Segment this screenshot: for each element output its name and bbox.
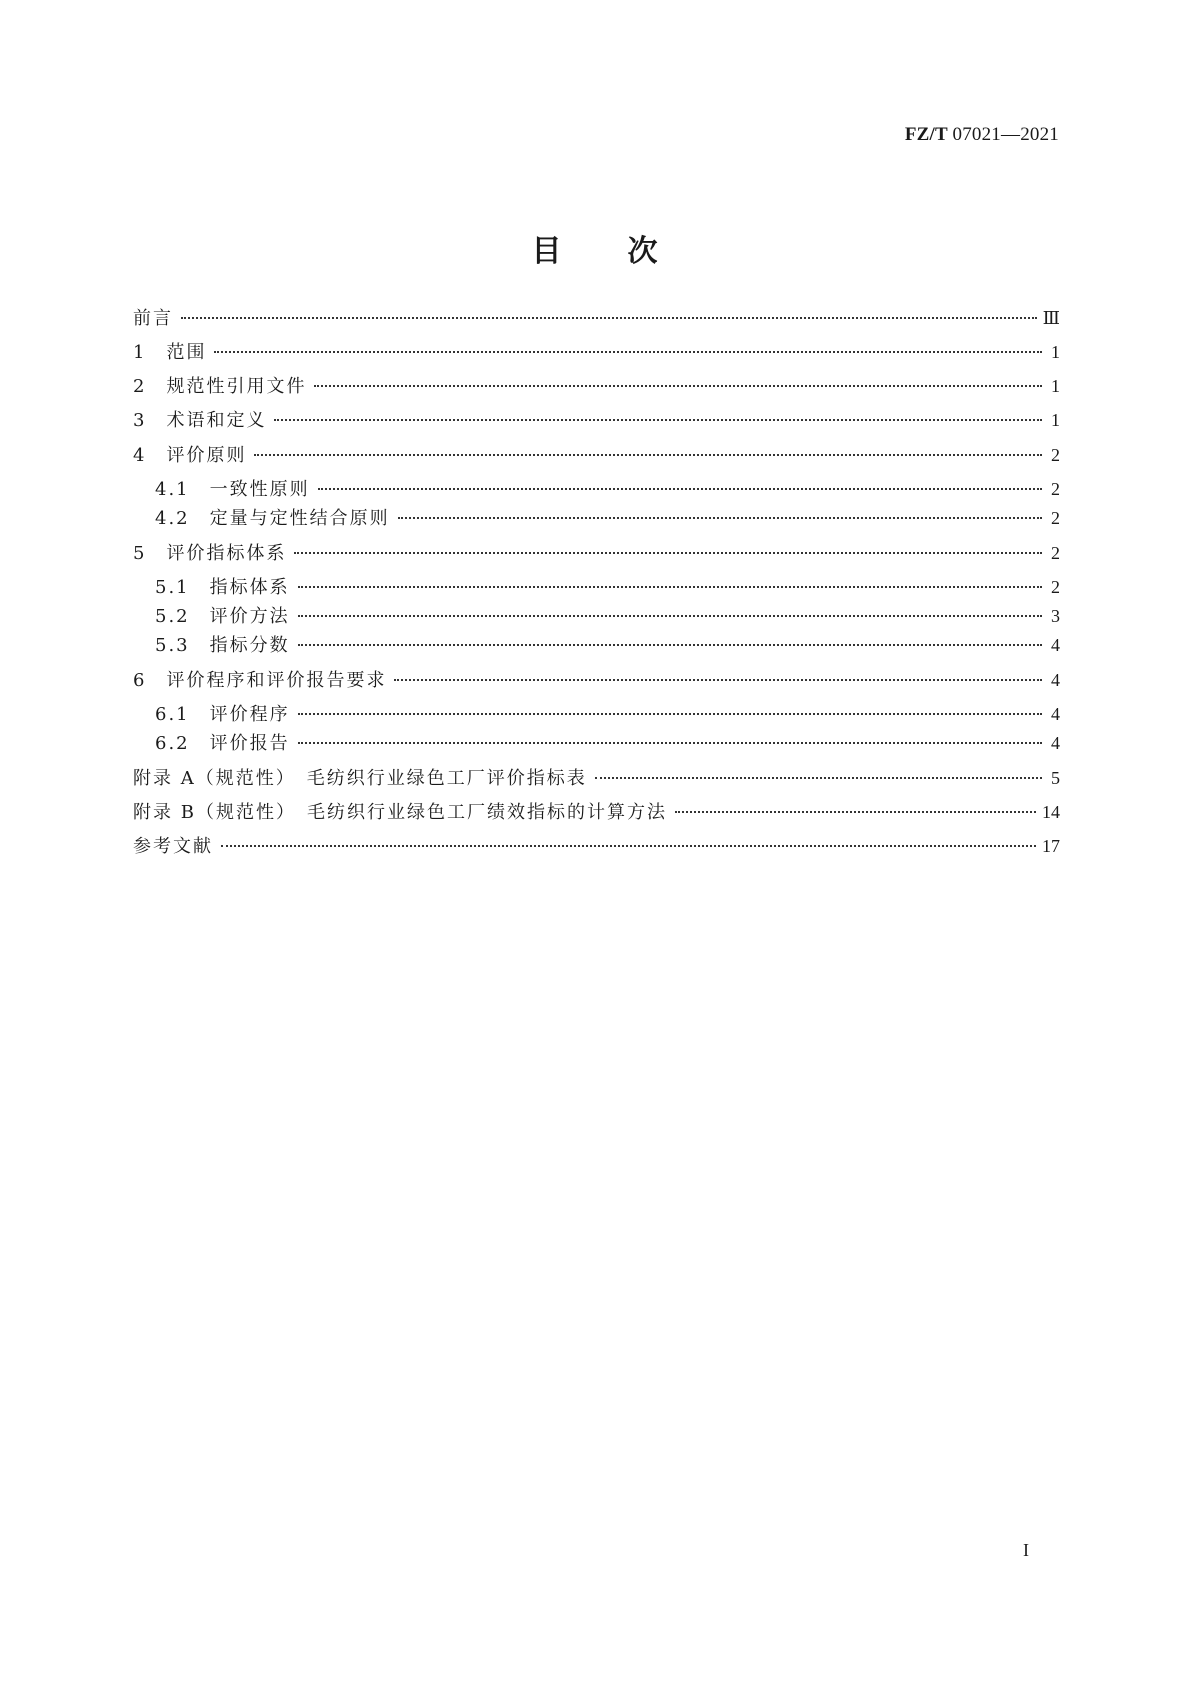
page-title: 目 次 xyxy=(531,234,660,269)
toc-entry-page: 2 xyxy=(1051,577,1060,597)
toc-entry-page: 4 xyxy=(1051,704,1060,724)
toc-entry-page: 4 xyxy=(1051,670,1060,690)
toc-entry-title: 6 评价程序和评价报告要求 xyxy=(133,670,387,691)
toc-entry-page: 3 xyxy=(1051,606,1060,626)
toc-entry-title: 4.2 定量与定性结合原则 xyxy=(155,508,390,529)
toc-entry-page: 4 xyxy=(1051,635,1060,655)
toc-entry[interactable] xyxy=(155,730,1060,756)
toc-entry[interactable] xyxy=(133,765,1060,791)
toc-entry-title: 5 评价指标体系 xyxy=(133,543,287,564)
toc-entry-page: 14 xyxy=(1042,802,1060,822)
toc-entry-title: 5.1 指标体系 xyxy=(155,577,290,598)
toc-dot-leader xyxy=(314,385,1042,387)
toc-entry[interactable] xyxy=(133,305,1060,331)
toc-dot-leader xyxy=(675,811,1036,813)
toc-dot-leader xyxy=(298,713,1042,715)
toc-entry[interactable] xyxy=(133,442,1060,468)
toc-entry[interactable] xyxy=(155,632,1060,658)
toc-entry-page: 2 xyxy=(1051,479,1060,499)
standard-code-prefix: FZ/T xyxy=(904,124,948,145)
toc-entry-page: 1 xyxy=(1051,342,1060,362)
toc-entry-title: 附录 A（规范性） 毛纺织行业绿色工厂评价指标表 xyxy=(133,768,587,789)
toc-entry[interactable] xyxy=(155,701,1060,727)
toc-dot-leader xyxy=(221,845,1036,847)
toc-dot-leader xyxy=(595,777,1042,779)
toc-entry-page: 2 xyxy=(1051,508,1060,528)
toc-entry-page: 2 xyxy=(1051,543,1060,563)
toc-entry-page: 4 xyxy=(1051,733,1060,753)
standard-code xyxy=(905,124,1059,146)
toc-entry-title: 1 范围 xyxy=(133,342,207,363)
toc-dot-leader xyxy=(181,317,1037,319)
toc-entry[interactable] xyxy=(155,505,1060,531)
toc-entry-title: 附录 B（规范性） 毛纺织行业绿色工厂绩效指标的计算方法 xyxy=(133,802,667,823)
toc-entry-title: 前言 xyxy=(133,308,173,329)
toc-entry-title: 4 评价原则 xyxy=(133,445,247,466)
toc-entry[interactable] xyxy=(155,574,1060,600)
toc-entry[interactable] xyxy=(155,603,1060,629)
toc-entry-title: 5.2 评价方法 xyxy=(155,606,290,627)
toc-entry-title: 5.3 指标分数 xyxy=(155,635,290,656)
toc-entry[interactable] xyxy=(133,799,1060,825)
toc-entry[interactable] xyxy=(133,407,1060,433)
toc-entry-page: 1 xyxy=(1051,376,1060,396)
toc-dot-leader xyxy=(214,351,1042,353)
toc-dot-leader xyxy=(298,586,1042,588)
toc-dot-leader xyxy=(254,454,1042,456)
toc-dot-leader xyxy=(318,488,1042,490)
toc-dot-leader xyxy=(298,644,1042,646)
toc-entry-page: 2 xyxy=(1051,445,1060,465)
toc-entry-page: 1 xyxy=(1051,410,1060,430)
toc-entry-title: 6.2 评价报告 xyxy=(155,733,290,754)
toc-entry[interactable] xyxy=(155,476,1060,502)
standard-code-number: 07021—2021 xyxy=(952,124,1059,145)
toc-entry-page: 17 xyxy=(1042,836,1060,856)
toc-entry-page: Ⅲ xyxy=(1042,308,1060,328)
toc-dot-leader xyxy=(298,742,1042,744)
toc-entry-title: 3 术语和定义 xyxy=(133,410,267,431)
page-number: I xyxy=(1023,1540,1029,1560)
toc-dot-leader xyxy=(398,517,1042,519)
toc-entry-page: 5 xyxy=(1051,768,1060,788)
toc-entry-title: 参考文献 xyxy=(133,836,213,857)
toc-dot-leader xyxy=(394,679,1042,681)
toc-entry-title: 4.1 一致性原则 xyxy=(155,479,310,500)
toc-entry-title: 2 规范性引用文件 xyxy=(133,376,307,397)
toc-dot-leader xyxy=(294,552,1042,554)
toc-entry[interactable] xyxy=(133,339,1060,365)
toc-entry[interactable] xyxy=(133,373,1060,399)
toc-entry[interactable] xyxy=(133,540,1060,566)
toc-dot-leader xyxy=(298,615,1042,617)
toc-dot-leader xyxy=(274,419,1042,421)
toc-entry-title: 6.1 评价程序 xyxy=(155,704,290,725)
toc-entry[interactable] xyxy=(133,833,1060,859)
toc-entry[interactable] xyxy=(133,667,1060,693)
